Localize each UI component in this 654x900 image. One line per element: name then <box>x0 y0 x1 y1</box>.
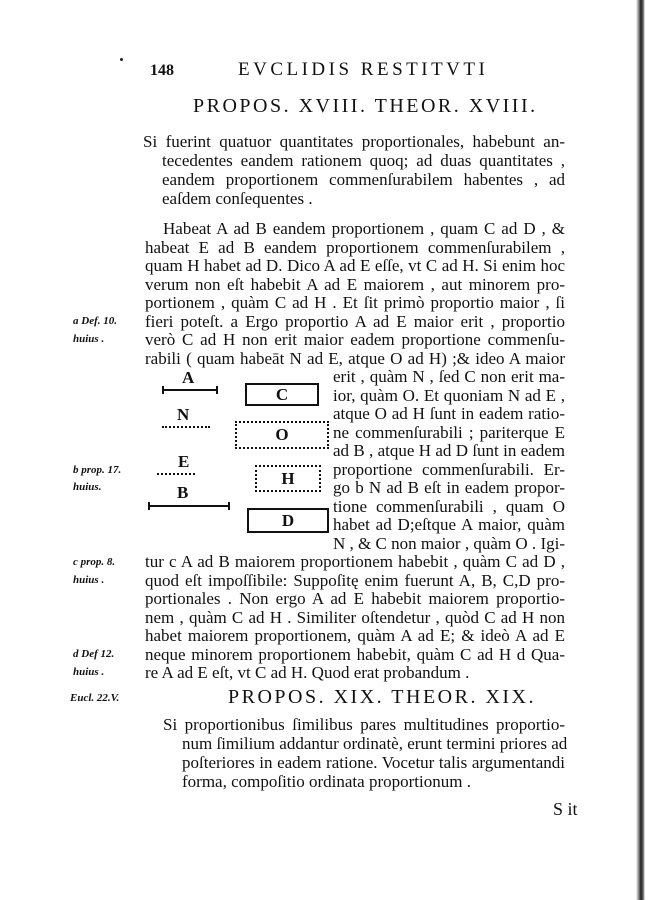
ink-speck <box>120 58 123 61</box>
segment-e <box>157 473 195 475</box>
figure-label-b: B <box>177 483 189 502</box>
box-d: D <box>247 508 329 533</box>
text-line: Habeat A ad B eandem proportionem , quam C ad D , & <box>163 219 565 238</box>
text-line: num ſimilium addantur ordinatè, erunt termini priores ad <box>182 734 568 753</box>
prop18-title: PROPOS. XVIII. THEOR. XVIII. <box>193 95 538 117</box>
box-h: H <box>255 465 321 492</box>
text-line: eaſdem conſequentes . <box>162 189 313 208</box>
prop19-title: PROPOS. XIX. THEOR. XIX. <box>228 686 536 708</box>
page-number: 148 <box>150 62 174 79</box>
margin-note-ref: d Def 12. <box>73 648 115 660</box>
margin-note-ref: c prop. 8. <box>73 556 116 568</box>
text-line: habet maiorem proportionem, quàm A ad E; & ideò A ad E <box>145 626 565 645</box>
figure-label-e: E <box>178 452 190 471</box>
text-line: portionem , quàm C ad H . Et ſit primò proportio maior , ſi <box>145 293 565 312</box>
text-line: poſteriores in eadem ratione. Vocetur talis argumentandi <box>182 753 565 772</box>
text-line: re A ad E eſt, vt C ad H. Quod erat probandum . <box>145 663 470 682</box>
text-line: atque O ad H ſunt in eadem ratio- <box>333 404 565 423</box>
text-line: neque minorem proportionem habebit, quàm C ad H d Qua- <box>145 644 565 664</box>
page-edge-shadow <box>636 0 645 900</box>
text-line: ad B , atque H ad D ſunt in eadem <box>333 441 565 460</box>
text-line: Si proportionibus ſimilibus pares multitudines proportio- <box>163 715 565 734</box>
text-line: rabili ( quam habeāt N ad E, atque O ad H) ;& ideo A maior <box>145 348 565 368</box>
text-line: Si fuerint quatuor quantitates proportionales, habebunt an- <box>143 132 565 151</box>
running-title: EVCLIDIS RESTITVTI <box>238 59 489 80</box>
text-line: proportione commenſurabili. Er- <box>333 459 565 479</box>
text-line: tecedentes eandem rationem quoq; ad duas quantitates , <box>162 151 565 170</box>
margin-note-ref: a Def. 10. <box>73 315 117 327</box>
text-line: habeat E ad B eandem proportionem commenſurabilem , <box>145 237 565 257</box>
text-line: fieri poteſt. a Ergo proportio A ad E maior erit , proportio <box>145 311 565 331</box>
box-o: O <box>235 421 329 449</box>
segment-b <box>148 505 230 507</box>
margin-note-sub: huius. <box>73 481 102 493</box>
text-line: verò C ad H non erit maior eadem proportione commenſu- <box>145 330 565 349</box>
text-line: forma, compoſitio ordinata proportionum . <box>182 772 471 791</box>
text-line: quod eſt impoſſibile: Suppoſitę enim fuerunt A, B, C,D pro- <box>145 570 565 590</box>
text-line: tur c A ad B maiorem proportionem habebit , quàm C ad D , <box>145 552 565 571</box>
text-line: N , & C non maior , quàm O . Igi- <box>333 533 565 553</box>
margin-note-sub: huius . <box>73 333 105 345</box>
catchword: S it <box>553 799 578 819</box>
figure-label-a: A <box>182 368 195 387</box>
text-line: nem , quàm C ad H . Similiter oſtendetur , quòd C ad H non <box>145 607 565 627</box>
text-line: habet ad D;eſtque A maior, quàm <box>333 515 565 534</box>
box-c: C <box>245 383 319 406</box>
text-line: ne commenſurabili ; pariterque E <box>333 422 565 442</box>
margin-note-ref: Eucl. 22.V. <box>70 692 120 704</box>
segment-n <box>162 426 210 428</box>
text-line: go b N ad B eſt in eadem propor- <box>333 478 565 497</box>
text-line: eandem proportionem commenſurabilem habentes , ad <box>162 170 565 189</box>
text-line: ior, quàm O. Et quoniam N ad E , <box>333 385 565 405</box>
figure-label-n: N <box>177 405 190 424</box>
margin-note-sub: huius . <box>73 574 105 586</box>
text-line: verum non eſt habebit A ad E maiorem , aut minorem pro- <box>145 274 565 294</box>
margin-note-sub: huius . <box>73 666 105 678</box>
margin-note-ref: b prop. 17. <box>73 464 122 476</box>
text-line: quam H habet ad D. Dico A ad E eſſe, vt C ad H. Si enim hoc <box>145 256 565 275</box>
text-line: erit , quàm N , ſed C non erit ma- <box>333 367 565 386</box>
text-line: tione commenſurabili , quam O <box>333 496 565 516</box>
text-line: portionales . Non ergo A ad E habebit maiorem proportio- <box>145 589 565 608</box>
segment-a <box>162 389 218 391</box>
